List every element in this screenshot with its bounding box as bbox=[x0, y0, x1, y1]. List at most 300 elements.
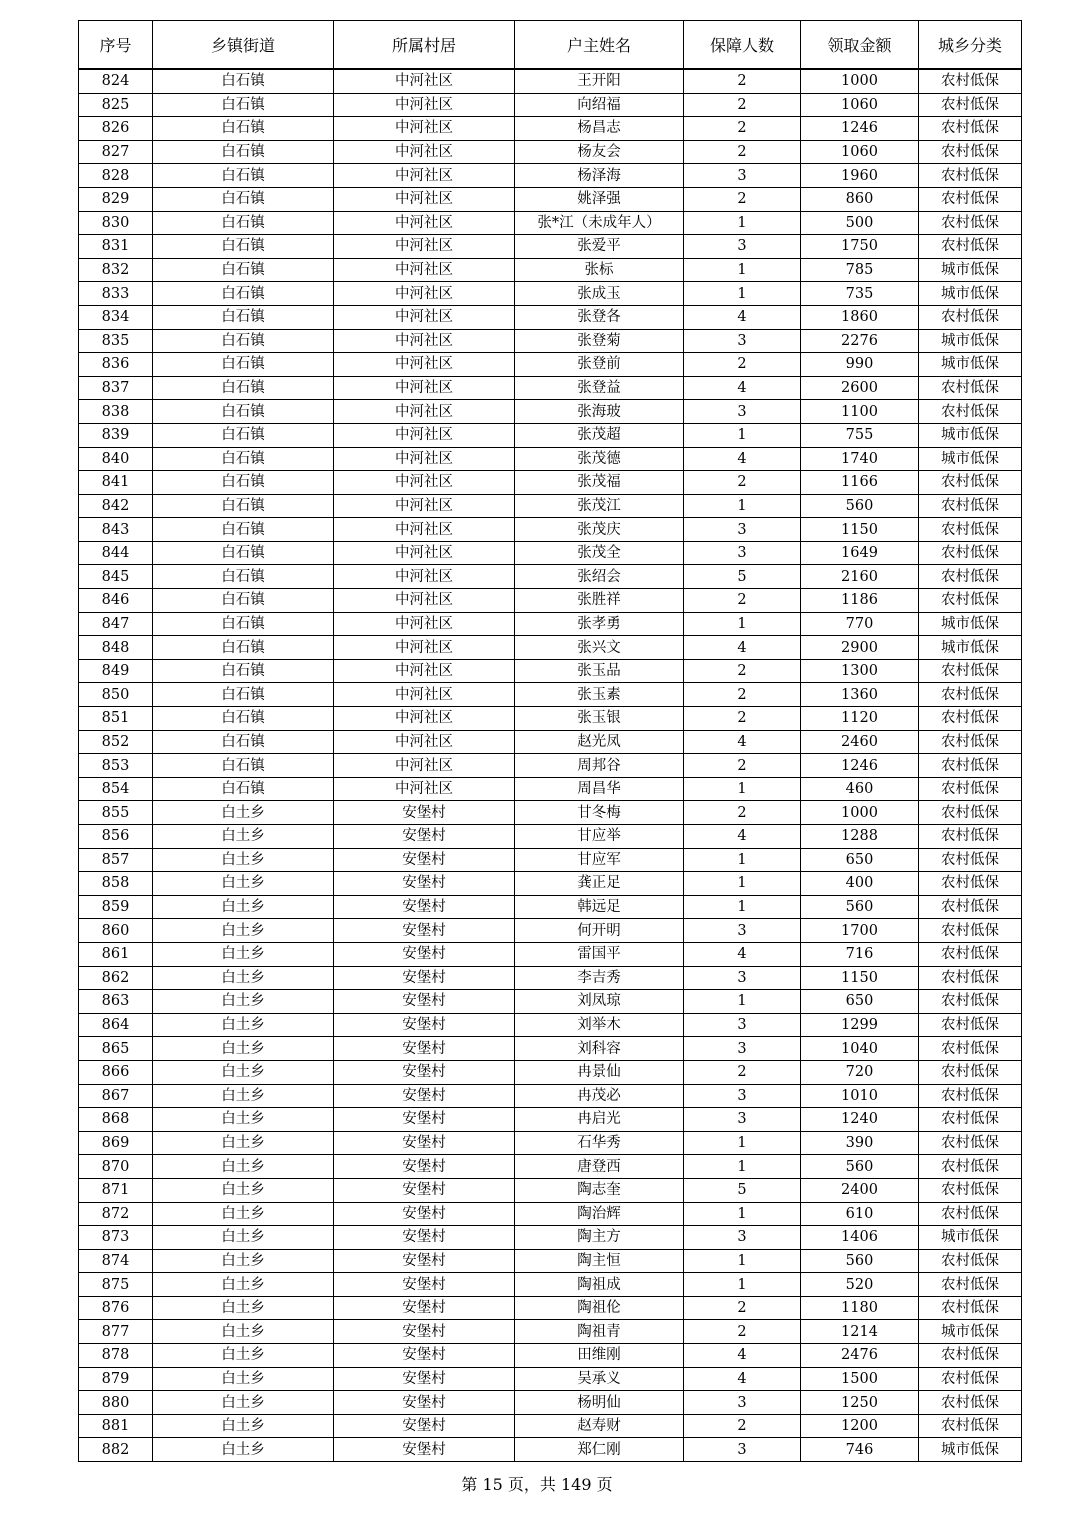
amount-cell: 1246 bbox=[801, 754, 919, 778]
persons-cell: 1 bbox=[684, 1155, 801, 1179]
table-row bbox=[79, 93, 1022, 117]
village-cell: 中河社区 bbox=[334, 589, 515, 613]
village-cell: 安堡村 bbox=[334, 1178, 515, 1202]
amount-cell: 400 bbox=[801, 872, 919, 896]
village-cell: 中河社区 bbox=[334, 211, 515, 235]
table-row bbox=[79, 305, 1022, 329]
table-row bbox=[79, 211, 1022, 235]
village-cell: 中河社区 bbox=[334, 777, 515, 801]
serial-cell: 868 bbox=[79, 1108, 153, 1132]
village-cell: 中河社区 bbox=[334, 282, 515, 306]
persons-cell: 1 bbox=[684, 423, 801, 447]
amount-cell: 2160 bbox=[801, 565, 919, 589]
householder-cell: 张成玉 bbox=[515, 282, 684, 306]
householder-cell: 唐登西 bbox=[515, 1155, 684, 1179]
category-cell: 农村低保 bbox=[919, 730, 1022, 754]
village-cell: 中河社区 bbox=[334, 471, 515, 495]
table-row bbox=[79, 1060, 1022, 1084]
township-cell: 白土乡 bbox=[153, 1273, 334, 1297]
persons-cell: 3 bbox=[684, 329, 801, 353]
category-cell: 农村低保 bbox=[919, 1296, 1022, 1320]
serial-cell: 865 bbox=[79, 1037, 153, 1061]
village-cell: 安堡村 bbox=[334, 1391, 515, 1415]
category-cell: 城市低保 bbox=[919, 329, 1022, 353]
persons-cell: 1 bbox=[684, 612, 801, 636]
serial-cell: 844 bbox=[79, 541, 153, 565]
category-cell: 农村低保 bbox=[919, 164, 1022, 188]
village-cell: 中河社区 bbox=[334, 612, 515, 636]
serial-cell: 831 bbox=[79, 235, 153, 259]
village-cell: 中河社区 bbox=[334, 376, 515, 400]
table-row bbox=[79, 1131, 1022, 1155]
table-row bbox=[79, 1249, 1022, 1273]
serial-cell: 860 bbox=[79, 919, 153, 943]
persons-cell: 2 bbox=[684, 1060, 801, 1084]
category-cell: 农村低保 bbox=[919, 1060, 1022, 1084]
township-cell: 白石镇 bbox=[153, 589, 334, 613]
serial-cell: 841 bbox=[79, 471, 153, 495]
township-cell: 白土乡 bbox=[153, 1438, 334, 1462]
persons-cell: 1 bbox=[684, 494, 801, 518]
village-cell: 安堡村 bbox=[334, 1367, 515, 1391]
householder-cell: 张海玻 bbox=[515, 400, 684, 424]
township-cell: 白石镇 bbox=[153, 69, 334, 93]
persons-cell: 3 bbox=[684, 966, 801, 990]
amount-cell: 1740 bbox=[801, 447, 919, 471]
serial-cell: 837 bbox=[79, 376, 153, 400]
table-row bbox=[79, 164, 1022, 188]
village-cell: 中河社区 bbox=[334, 423, 515, 447]
amount-cell: 2900 bbox=[801, 636, 919, 660]
persons-cell: 3 bbox=[684, 1438, 801, 1462]
township-cell: 白石镇 bbox=[153, 707, 334, 731]
amount-cell: 1000 bbox=[801, 69, 919, 93]
serial-cell: 877 bbox=[79, 1320, 153, 1344]
amount-cell: 1060 bbox=[801, 93, 919, 117]
persons-cell: 2 bbox=[684, 471, 801, 495]
table-row bbox=[79, 919, 1022, 943]
township-cell: 白土乡 bbox=[153, 848, 334, 872]
table-row bbox=[79, 187, 1022, 211]
persons-cell: 3 bbox=[684, 1013, 801, 1037]
serial-cell: 828 bbox=[79, 164, 153, 188]
householder-cell: 张茂福 bbox=[515, 471, 684, 495]
amount-cell: 1100 bbox=[801, 400, 919, 424]
serial-cell: 863 bbox=[79, 990, 153, 1014]
serial-cell: 879 bbox=[79, 1367, 153, 1391]
township-cell: 白石镇 bbox=[153, 471, 334, 495]
persons-cell: 1 bbox=[684, 777, 801, 801]
amount-cell: 860 bbox=[801, 187, 919, 211]
persons-cell: 3 bbox=[684, 919, 801, 943]
township-cell: 白土乡 bbox=[153, 1178, 334, 1202]
amount-cell: 500 bbox=[801, 211, 919, 235]
persons-cell: 4 bbox=[684, 305, 801, 329]
table-row bbox=[79, 471, 1022, 495]
serial-cell: 878 bbox=[79, 1344, 153, 1368]
township-cell: 白石镇 bbox=[153, 659, 334, 683]
householder-cell: 张玉品 bbox=[515, 659, 684, 683]
householder-cell: 王开阳 bbox=[515, 69, 684, 93]
persons-cell: 4 bbox=[684, 1367, 801, 1391]
village-cell: 中河社区 bbox=[334, 447, 515, 471]
householder-cell: 李吉秀 bbox=[515, 966, 684, 990]
category-cell: 农村低保 bbox=[919, 1273, 1022, 1297]
table-row bbox=[79, 1108, 1022, 1132]
township-cell: 白土乡 bbox=[153, 1084, 334, 1108]
township-cell: 白土乡 bbox=[153, 966, 334, 990]
persons-cell: 3 bbox=[684, 1037, 801, 1061]
householder-cell: 雷国平 bbox=[515, 942, 684, 966]
township-cell: 白土乡 bbox=[153, 1249, 334, 1273]
amount-cell: 560 bbox=[801, 1155, 919, 1179]
householder-cell: 甘应举 bbox=[515, 825, 684, 849]
township-cell: 白石镇 bbox=[153, 565, 334, 589]
township-cell: 白石镇 bbox=[153, 258, 334, 282]
category-cell: 农村低保 bbox=[919, 541, 1022, 565]
serial-cell: 825 bbox=[79, 93, 153, 117]
township-cell: 白石镇 bbox=[153, 164, 334, 188]
persons-cell: 1 bbox=[684, 282, 801, 306]
village-cell: 中河社区 bbox=[334, 235, 515, 259]
category-cell: 城市低保 bbox=[919, 1226, 1022, 1250]
table-row bbox=[79, 117, 1022, 141]
category-cell: 城市低保 bbox=[919, 353, 1022, 377]
householder-cell: 张登益 bbox=[515, 376, 684, 400]
table-row bbox=[79, 1178, 1022, 1202]
village-cell: 安堡村 bbox=[334, 942, 515, 966]
persons-cell: 3 bbox=[684, 1108, 801, 1132]
category-cell: 城市低保 bbox=[919, 612, 1022, 636]
persons-cell: 4 bbox=[684, 730, 801, 754]
amount-cell: 990 bbox=[801, 353, 919, 377]
township-cell: 白土乡 bbox=[153, 1367, 334, 1391]
persons-cell: 4 bbox=[684, 636, 801, 660]
householder-cell: 周邦谷 bbox=[515, 754, 684, 778]
amount-cell: 1299 bbox=[801, 1013, 919, 1037]
township-cell: 白土乡 bbox=[153, 1060, 334, 1084]
amount-cell: 650 bbox=[801, 990, 919, 1014]
village-cell: 安堡村 bbox=[334, 1037, 515, 1061]
township-cell: 白土乡 bbox=[153, 1296, 334, 1320]
table-row bbox=[79, 942, 1022, 966]
village-cell: 安堡村 bbox=[334, 1273, 515, 1297]
amount-cell: 1500 bbox=[801, 1367, 919, 1391]
category-cell: 农村低保 bbox=[919, 1037, 1022, 1061]
village-cell: 中河社区 bbox=[334, 353, 515, 377]
category-cell: 农村低保 bbox=[919, 966, 1022, 990]
township-cell: 白石镇 bbox=[153, 777, 334, 801]
category-cell: 农村低保 bbox=[919, 707, 1022, 731]
amount-cell: 390 bbox=[801, 1131, 919, 1155]
amount-cell: 1406 bbox=[801, 1226, 919, 1250]
serial-cell: 862 bbox=[79, 966, 153, 990]
householder-cell: 张登前 bbox=[515, 353, 684, 377]
householder-cell: 刘举木 bbox=[515, 1013, 684, 1037]
township-cell: 白土乡 bbox=[153, 1131, 334, 1155]
persons-cell: 2 bbox=[684, 683, 801, 707]
header-row bbox=[79, 21, 1022, 70]
village-cell: 安堡村 bbox=[334, 1108, 515, 1132]
serial-cell: 874 bbox=[79, 1249, 153, 1273]
table-row bbox=[79, 1202, 1022, 1226]
amount-cell: 1250 bbox=[801, 1391, 919, 1415]
township-cell: 白石镇 bbox=[153, 447, 334, 471]
amount-cell: 1649 bbox=[801, 541, 919, 565]
amount-cell: 1246 bbox=[801, 117, 919, 141]
township-cell: 白石镇 bbox=[153, 211, 334, 235]
table-row bbox=[79, 1344, 1022, 1368]
householder-cell: 杨昌志 bbox=[515, 117, 684, 141]
table-row bbox=[79, 518, 1022, 542]
table-row bbox=[79, 754, 1022, 778]
amount-cell: 1300 bbox=[801, 659, 919, 683]
amount-cell: 2460 bbox=[801, 730, 919, 754]
amount-cell: 1214 bbox=[801, 1320, 919, 1344]
village-cell: 中河社区 bbox=[334, 659, 515, 683]
township-cell: 白石镇 bbox=[153, 730, 334, 754]
householder-cell: 陶主方 bbox=[515, 1226, 684, 1250]
table-body bbox=[79, 69, 1022, 1462]
township-cell: 白石镇 bbox=[153, 329, 334, 353]
persons-cell: 2 bbox=[684, 140, 801, 164]
amount-cell: 735 bbox=[801, 282, 919, 306]
amount-cell: 716 bbox=[801, 942, 919, 966]
serial-cell: 861 bbox=[79, 942, 153, 966]
amount-cell: 1150 bbox=[801, 966, 919, 990]
village-cell: 中河社区 bbox=[334, 258, 515, 282]
township-cell: 白土乡 bbox=[153, 1155, 334, 1179]
township-cell: 白土乡 bbox=[153, 942, 334, 966]
householder-cell: 石华秀 bbox=[515, 1131, 684, 1155]
householder-cell: 甘冬梅 bbox=[515, 801, 684, 825]
village-cell: 安堡村 bbox=[334, 1155, 515, 1179]
persons-cell: 1 bbox=[684, 258, 801, 282]
category-cell: 农村低保 bbox=[919, 471, 1022, 495]
table-row bbox=[79, 1296, 1022, 1320]
township-cell: 白石镇 bbox=[153, 518, 334, 542]
serial-cell: 847 bbox=[79, 612, 153, 636]
village-cell: 安堡村 bbox=[334, 919, 515, 943]
category-cell: 农村低保 bbox=[919, 754, 1022, 778]
township-cell: 白石镇 bbox=[153, 235, 334, 259]
table-row bbox=[79, 659, 1022, 683]
category-cell: 城市低保 bbox=[919, 1438, 1022, 1462]
village-cell: 安堡村 bbox=[334, 1202, 515, 1226]
amount-cell: 650 bbox=[801, 848, 919, 872]
persons-cell: 2 bbox=[684, 187, 801, 211]
serial-cell: 836 bbox=[79, 353, 153, 377]
category-cell: 农村低保 bbox=[919, 1178, 1022, 1202]
village-cell: 中河社区 bbox=[334, 730, 515, 754]
persons-cell: 3 bbox=[684, 164, 801, 188]
village-cell: 安堡村 bbox=[334, 1344, 515, 1368]
table-row bbox=[79, 1438, 1022, 1462]
serial-cell: 871 bbox=[79, 1178, 153, 1202]
category-cell: 农村低保 bbox=[919, 93, 1022, 117]
col-header-householder: 户主姓名 bbox=[515, 21, 684, 70]
category-cell: 农村低保 bbox=[919, 1414, 1022, 1438]
householder-cell: 杨友会 bbox=[515, 140, 684, 164]
amount-cell: 1040 bbox=[801, 1037, 919, 1061]
persons-cell: 1 bbox=[684, 1273, 801, 1297]
amount-cell: 1960 bbox=[801, 164, 919, 188]
serial-cell: 826 bbox=[79, 117, 153, 141]
table-row bbox=[79, 683, 1022, 707]
serial-cell: 848 bbox=[79, 636, 153, 660]
serial-cell: 854 bbox=[79, 777, 153, 801]
persons-cell: 3 bbox=[684, 1391, 801, 1415]
householder-cell: 杨明仙 bbox=[515, 1391, 684, 1415]
table-row bbox=[79, 966, 1022, 990]
persons-cell: 3 bbox=[684, 1226, 801, 1250]
village-cell: 安堡村 bbox=[334, 872, 515, 896]
table-row bbox=[79, 1414, 1022, 1438]
township-cell: 白石镇 bbox=[153, 353, 334, 377]
persons-cell: 2 bbox=[684, 353, 801, 377]
township-cell: 白石镇 bbox=[153, 612, 334, 636]
serial-cell: 866 bbox=[79, 1060, 153, 1084]
village-cell: 中河社区 bbox=[334, 117, 515, 141]
serial-cell: 850 bbox=[79, 683, 153, 707]
table-row bbox=[79, 730, 1022, 754]
table-row bbox=[79, 825, 1022, 849]
township-cell: 白石镇 bbox=[153, 494, 334, 518]
serial-cell: 869 bbox=[79, 1131, 153, 1155]
amount-cell: 1700 bbox=[801, 919, 919, 943]
category-cell: 农村低保 bbox=[919, 1391, 1022, 1415]
township-cell: 白石镇 bbox=[153, 282, 334, 306]
persons-cell: 1 bbox=[684, 990, 801, 1014]
householder-cell: 冉景仙 bbox=[515, 1060, 684, 1084]
serial-cell: 880 bbox=[79, 1391, 153, 1415]
village-cell: 安堡村 bbox=[334, 1296, 515, 1320]
category-cell: 农村低保 bbox=[919, 211, 1022, 235]
serial-cell: 833 bbox=[79, 282, 153, 306]
householder-cell: 陶祖青 bbox=[515, 1320, 684, 1344]
category-cell: 城市低保 bbox=[919, 1320, 1022, 1344]
category-cell: 农村低保 bbox=[919, 872, 1022, 896]
village-cell: 安堡村 bbox=[334, 1438, 515, 1462]
table-row bbox=[79, 282, 1022, 306]
category-cell: 城市低保 bbox=[919, 636, 1022, 660]
township-cell: 白石镇 bbox=[153, 140, 334, 164]
householder-cell: 张胜祥 bbox=[515, 589, 684, 613]
serial-cell: 875 bbox=[79, 1273, 153, 1297]
persons-cell: 3 bbox=[684, 400, 801, 424]
category-cell: 农村低保 bbox=[919, 1155, 1022, 1179]
persons-cell: 2 bbox=[684, 117, 801, 141]
amount-cell: 520 bbox=[801, 1273, 919, 1297]
serial-cell: 858 bbox=[79, 872, 153, 896]
table-row bbox=[79, 1391, 1022, 1415]
table-row bbox=[79, 612, 1022, 636]
serial-cell: 881 bbox=[79, 1414, 153, 1438]
village-cell: 中河社区 bbox=[334, 164, 515, 188]
householder-cell: 张爱平 bbox=[515, 235, 684, 259]
township-cell: 白土乡 bbox=[153, 1013, 334, 1037]
amount-cell: 610 bbox=[801, 1202, 919, 1226]
village-cell: 安堡村 bbox=[334, 1320, 515, 1344]
householder-cell: 张登各 bbox=[515, 305, 684, 329]
category-cell: 农村低保 bbox=[919, 1131, 1022, 1155]
persons-cell: 2 bbox=[684, 754, 801, 778]
serial-cell: 872 bbox=[79, 1202, 153, 1226]
amount-cell: 1200 bbox=[801, 1414, 919, 1438]
serial-cell: 853 bbox=[79, 754, 153, 778]
householder-cell: 周昌华 bbox=[515, 777, 684, 801]
householder-cell: 陶治辉 bbox=[515, 1202, 684, 1226]
village-cell: 安堡村 bbox=[334, 895, 515, 919]
village-cell: 安堡村 bbox=[334, 990, 515, 1014]
category-cell: 城市低保 bbox=[919, 282, 1022, 306]
amount-cell: 2600 bbox=[801, 376, 919, 400]
table-row bbox=[79, 1273, 1022, 1297]
householder-cell: 陶主恒 bbox=[515, 1249, 684, 1273]
category-cell: 农村低保 bbox=[919, 1344, 1022, 1368]
amount-cell: 1360 bbox=[801, 683, 919, 707]
serial-cell: 867 bbox=[79, 1084, 153, 1108]
village-cell: 安堡村 bbox=[334, 1226, 515, 1250]
category-cell: 农村低保 bbox=[919, 1249, 1022, 1273]
township-cell: 白石镇 bbox=[153, 305, 334, 329]
serial-cell: 856 bbox=[79, 825, 153, 849]
village-cell: 安堡村 bbox=[334, 1013, 515, 1037]
township-cell: 白石镇 bbox=[153, 423, 334, 447]
serial-cell: 830 bbox=[79, 211, 153, 235]
persons-cell: 2 bbox=[684, 93, 801, 117]
table-row bbox=[79, 1367, 1022, 1391]
persons-cell: 1 bbox=[684, 848, 801, 872]
table-row bbox=[79, 140, 1022, 164]
category-cell: 农村低保 bbox=[919, 117, 1022, 141]
village-cell: 安堡村 bbox=[334, 1060, 515, 1084]
persons-cell: 2 bbox=[684, 801, 801, 825]
category-cell: 农村低保 bbox=[919, 376, 1022, 400]
township-cell: 白土乡 bbox=[153, 1344, 334, 1368]
category-cell: 农村低保 bbox=[919, 69, 1022, 93]
householder-cell: 张绍会 bbox=[515, 565, 684, 589]
category-cell: 城市低保 bbox=[919, 423, 1022, 447]
table-row bbox=[79, 494, 1022, 518]
householder-cell: 张茂德 bbox=[515, 447, 684, 471]
serial-cell: 829 bbox=[79, 187, 153, 211]
col-header-township: 乡镇街道 bbox=[153, 21, 334, 70]
table-row bbox=[79, 801, 1022, 825]
village-cell: 安堡村 bbox=[334, 966, 515, 990]
householder-cell: 冉茂必 bbox=[515, 1084, 684, 1108]
category-cell: 农村低保 bbox=[919, 825, 1022, 849]
village-cell: 安堡村 bbox=[334, 1084, 515, 1108]
serial-cell: 845 bbox=[79, 565, 153, 589]
householder-cell: 陶祖成 bbox=[515, 1273, 684, 1297]
householder-cell: 冉启光 bbox=[515, 1108, 684, 1132]
table-row bbox=[79, 258, 1022, 282]
amount-cell: 1150 bbox=[801, 518, 919, 542]
serial-cell: 857 bbox=[79, 848, 153, 872]
category-cell: 农村低保 bbox=[919, 895, 1022, 919]
table-row bbox=[79, 1013, 1022, 1037]
category-cell: 农村低保 bbox=[919, 942, 1022, 966]
householder-cell: 张孝勇 bbox=[515, 612, 684, 636]
township-cell: 白土乡 bbox=[153, 990, 334, 1014]
serial-cell: 834 bbox=[79, 305, 153, 329]
township-cell: 白土乡 bbox=[153, 1320, 334, 1344]
village-cell: 中河社区 bbox=[334, 69, 515, 93]
serial-cell: 873 bbox=[79, 1226, 153, 1250]
page-number: 第 15 页，共 149 页 bbox=[461, 1475, 613, 1494]
table-row bbox=[79, 565, 1022, 589]
